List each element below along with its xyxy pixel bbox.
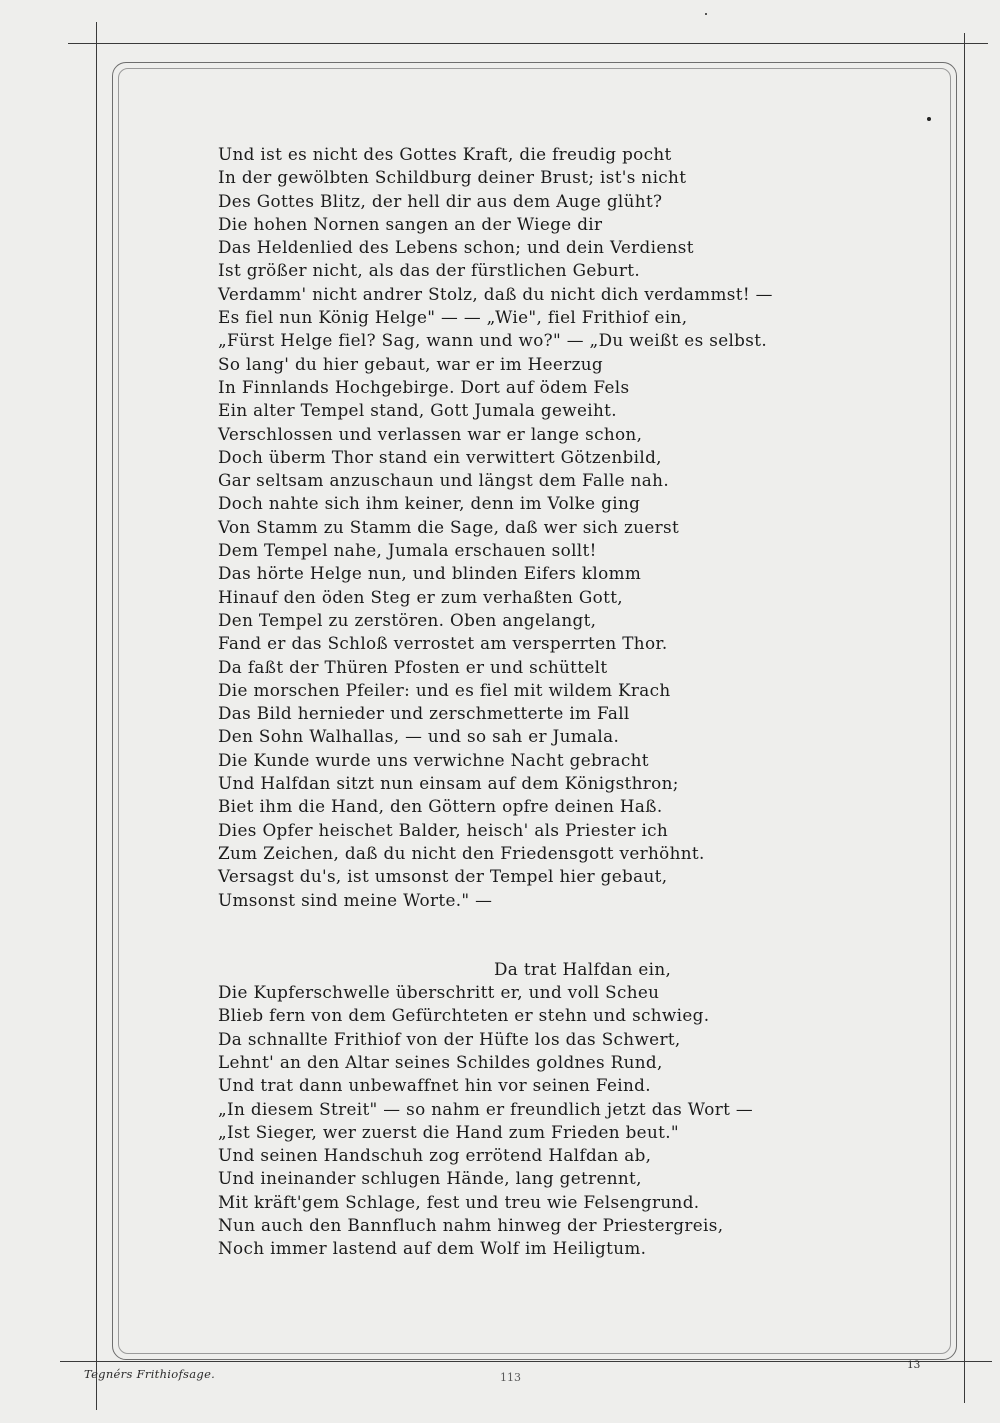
verse-line: Verdamm' nicht andrer Stolz, daß du nicht dich verdammst! —	[218, 283, 773, 304]
verse-line: Und ineinander schlugen Hände, lang getrennt,	[218, 1168, 642, 1189]
footer-page-number: 113	[500, 1371, 521, 1384]
verse-line: Und Halfdan sitzt nun einsam auf dem Königsthron;	[218, 773, 679, 794]
verse-line: Das hörte Helge nun, und blinden Eifers klomm	[218, 563, 642, 584]
ink-speck	[927, 117, 931, 121]
poem-text	[218, 143, 778, 1261]
footer-signature-number: 13	[907, 1359, 921, 1371]
verse-line: Die morschen Pfeiler: und es fiel mit wildem Krach	[218, 679, 671, 700]
verse-line: Da faßt der Thüren Pfosten er und schüttelt	[218, 656, 608, 677]
verse-line: Von Stamm zu Stamm die Sage, daß wer sich zuerst	[218, 516, 680, 537]
verse-line: Und ist es nicht des Gottes Kraft, die freudig pocht	[218, 144, 672, 164]
verse-line: Die Kunde wurde uns verwichne Nacht gebracht	[218, 749, 649, 770]
verse-line: Und trat dann unbewaffnet hin vor seinen Feind.	[218, 1075, 651, 1096]
verse-line-indented: Da trat Halfdan ein,	[494, 958, 672, 979]
verse-line: Dem Tempel nahe, Jumala erschauen sollt!	[218, 540, 597, 561]
verse-line: Es fiel nun König Helge" — — „Wie", fiel Frithiof ein,	[218, 307, 688, 328]
bottom-rule	[60, 1361, 992, 1362]
stanza-gap	[218, 912, 778, 958]
verse-line: „Ist Sieger, wer zuerst die Hand zum Frieden beut."	[218, 1121, 679, 1142]
verse-line: Mit kräft'gem Schlage, fest und treu wie Felsengrund.	[218, 1191, 700, 1212]
verse-line: Umsonst sind meine Worte." —	[218, 889, 493, 910]
verse-line: Lehnt' an den Altar seines Schildes goldnes Rund,	[218, 1051, 663, 1072]
verse-line: Die Kupferschwelle überschritt er, und voll Scheu	[218, 982, 660, 1003]
verse-line: So lang' du hier gebaut, war er im Heerzug	[218, 353, 604, 374]
verse-line: Hinauf den öden Steg er zum verhaßten Gott,	[218, 586, 623, 607]
verse-line: In Finnlands Hochgebirge. Dort auf ödem Fels	[218, 376, 630, 397]
verse-line: Den Sohn Walhallas, — und so sah er Jumala.	[218, 726, 620, 747]
ink-speck	[705, 13, 707, 15]
verse-line: Und seinen Handschuh zog errötend Halfdan ab,	[218, 1145, 652, 1166]
verse-line: In der gewölbten Schildburg deiner Brust; ist's nicht	[218, 167, 687, 188]
verse-line: Nun auch den Bannfluch nahm hinweg der Priestergreis,	[218, 1215, 724, 1236]
verse-line: Den Tempel zu zerstören. Oben angelangt,	[218, 609, 597, 630]
verse-line: Des Gottes Blitz, der hell dir aus dem Auge glüht?	[218, 190, 663, 211]
verse-line: Dies Opfer heischet Balder, heisch' als Priester ich	[218, 819, 669, 840]
verse-line: Da schnallte Frithiof von der Hüfte los das Schwert,	[218, 1028, 681, 1049]
verse-line: Das Bild hernieder und zerschmetterte im Fall	[218, 703, 630, 724]
verse-line: Doch nahte sich ihm keiner, denn im Volke ging	[218, 493, 641, 514]
verse-line: Versagst du's, ist umsonst der Tempel hier gebaut,	[218, 866, 668, 887]
verse-line: „Fürst Helge fiel? Sag, wann und wo?" — „Du weißt es selbst.	[218, 330, 768, 351]
verse-line: Die hohen Nornen sangen an der Wiege dir	[218, 213, 603, 234]
verse-line: „In diesem Streit" — so nahm er freundlich jetzt das Wort —	[218, 1098, 754, 1119]
verse-line: Fand er das Schloß verrostet am versperrten Thor.	[218, 633, 668, 654]
left-rule	[96, 22, 97, 1410]
verse-line: Blieb fern von dem Gefürchteten er stehn und schwieg.	[218, 1005, 710, 1026]
verse-line: Gar seltsam anzuschaun und längst dem Falle nah.	[218, 470, 670, 491]
footer-book-title: Tegnérs Frithiofsage.	[84, 1367, 216, 1381]
top-rule	[68, 43, 988, 44]
verse-line: Verschlossen und verlassen war er lange schon,	[218, 423, 643, 444]
verse-line: Biet ihm die Hand, den Göttern opfre deinen Haß.	[218, 796, 663, 817]
verse-line: Noch immer lastend auf dem Wolf im Heiligtum.	[218, 1238, 647, 1259]
verse-line: Doch überm Thor stand ein verwittert Götzenbild,	[218, 446, 662, 467]
right-rule	[964, 33, 965, 1403]
verse-line: Das Heldenlied des Lebens schon; und dein Verdienst	[218, 237, 694, 258]
verse-line: Zum Zeichen, daß du nicht den Friedensgott verhöhnt.	[218, 842, 705, 863]
verse-line: Ein alter Tempel stand, Gott Jumala geweiht.	[218, 400, 617, 421]
verse-line: Ist größer nicht, als das der fürstlichen Geburt.	[218, 260, 641, 281]
